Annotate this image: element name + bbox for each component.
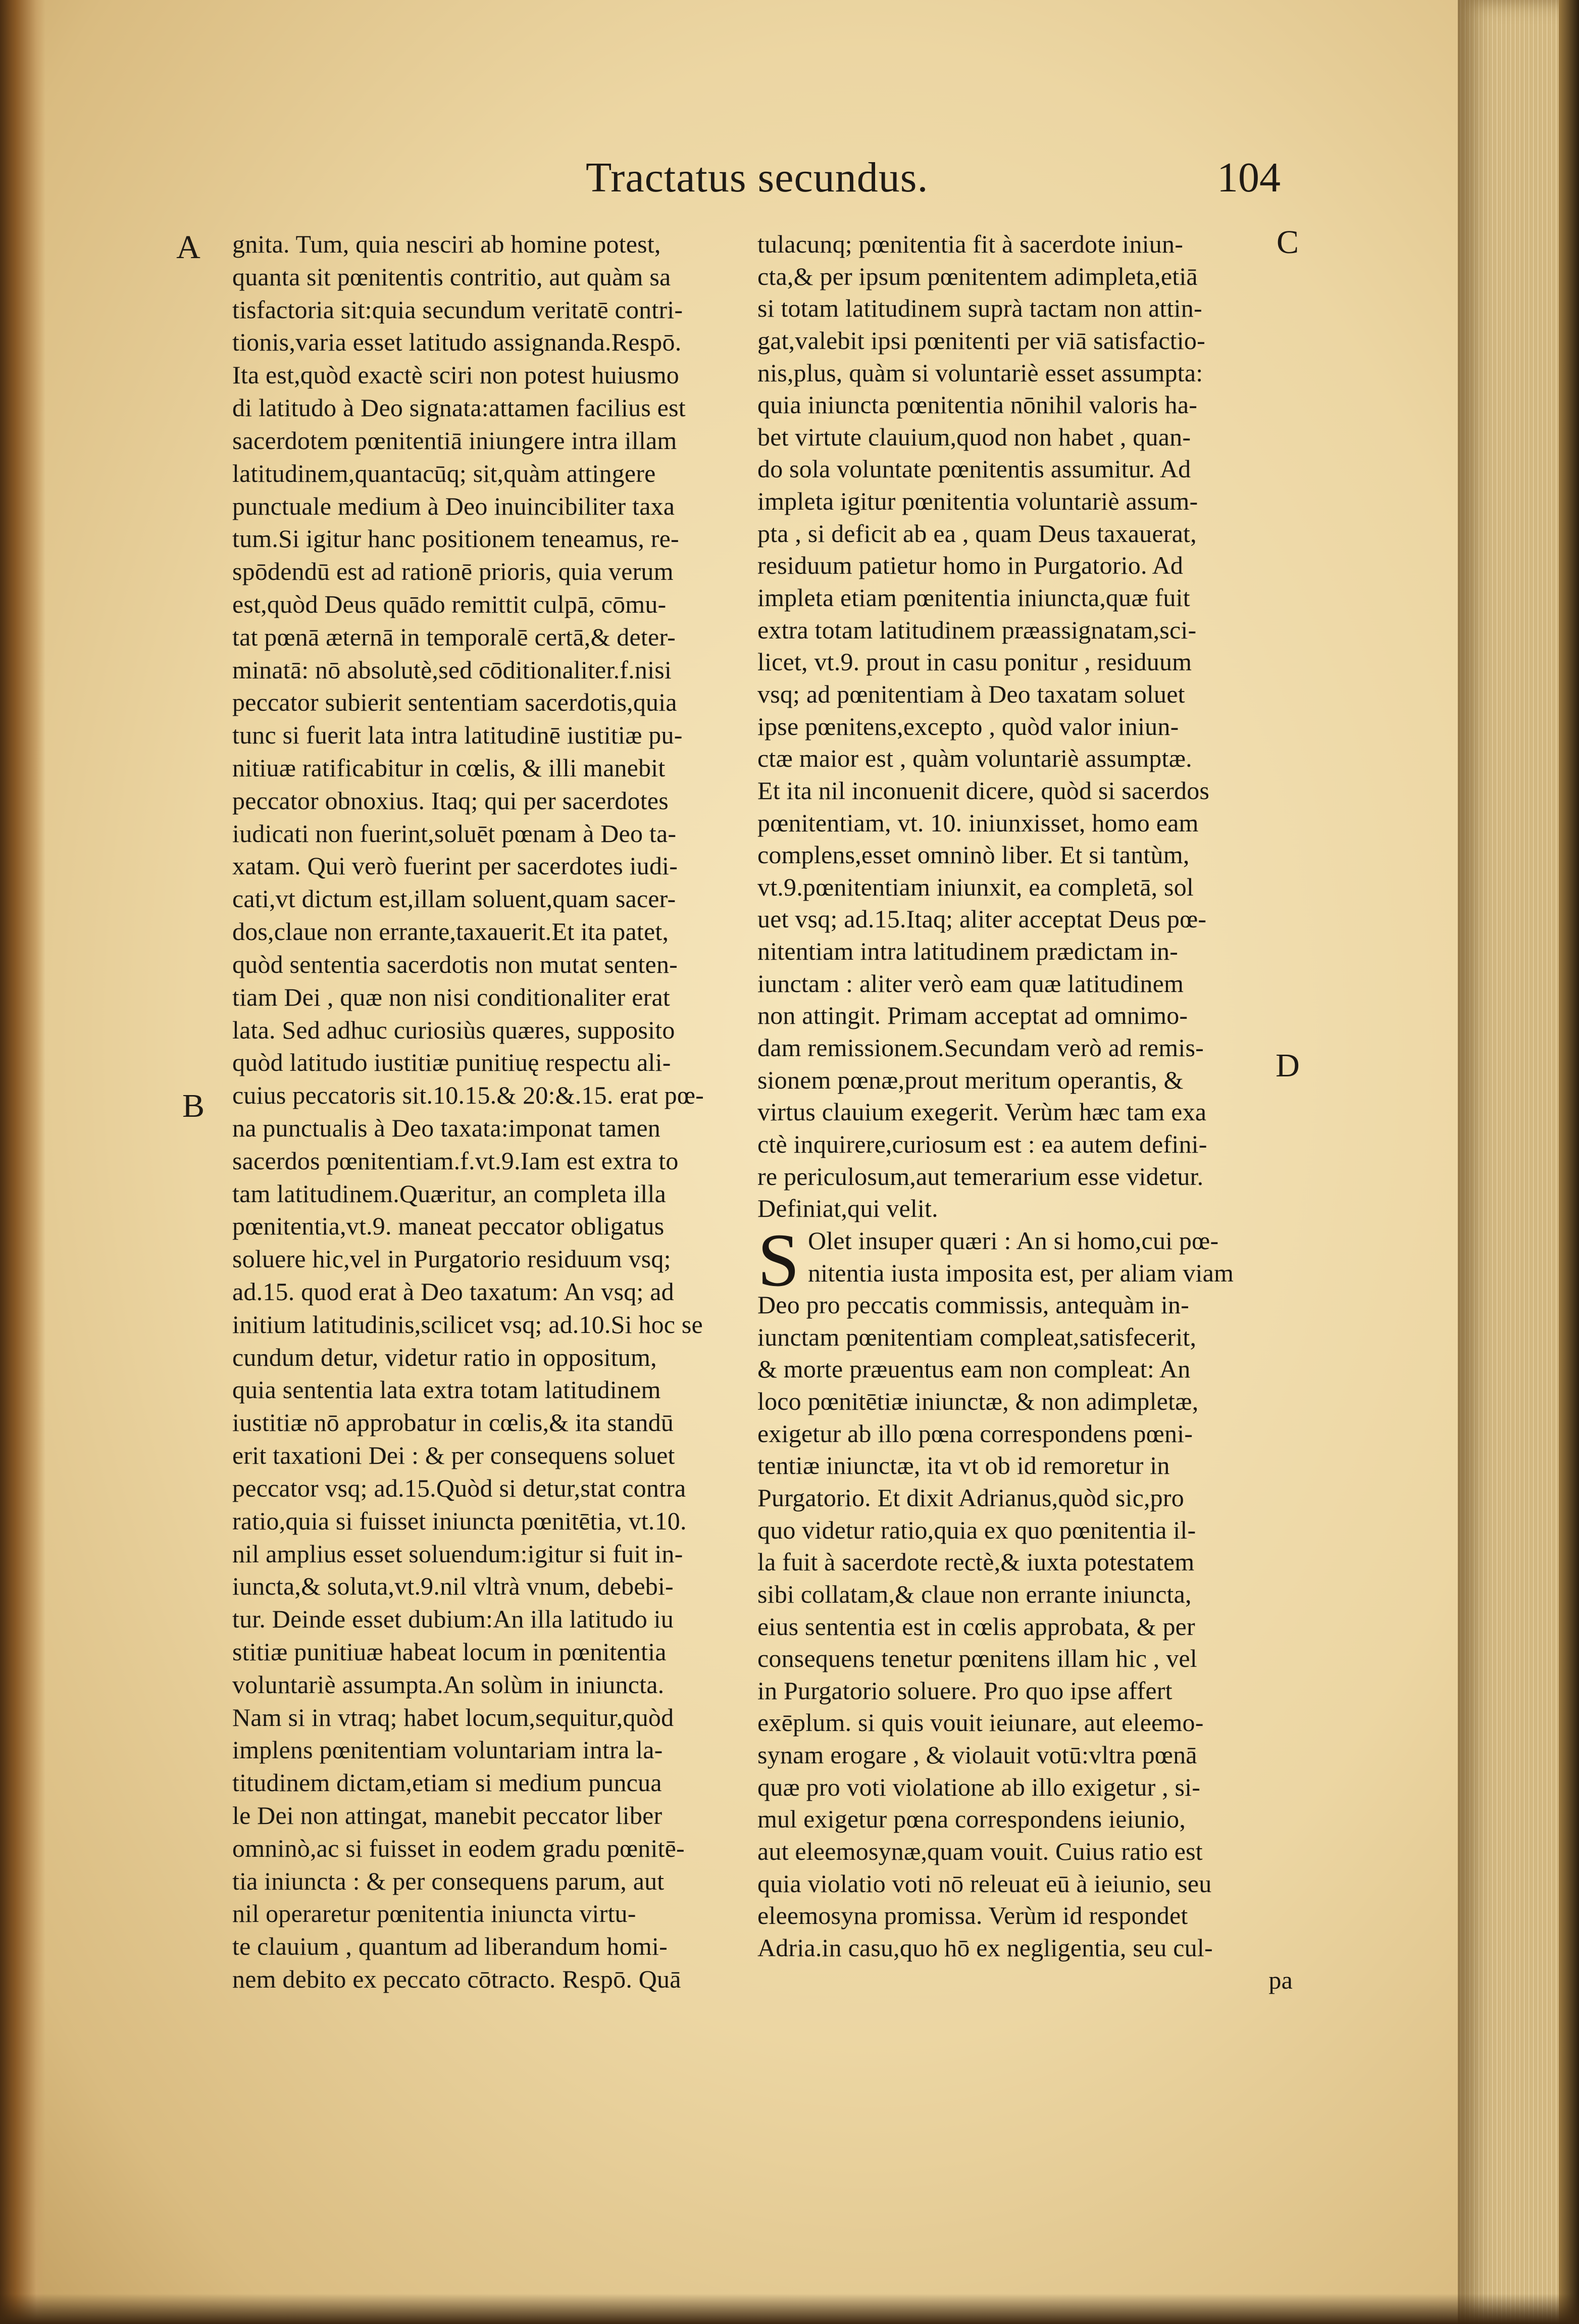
text-line: mul exigetur pœna correspondens ieiunio,	[757, 1805, 1186, 1834]
text-line: dam remissionem.Secundam verò ad remis-	[757, 1033, 1204, 1062]
text-line: implens pœnitentiam voluntariam intra la-	[232, 1736, 663, 1764]
text-line: complens,esset omninò liber. Et si tantùm,	[757, 840, 1190, 869]
text-line: sibi collatam,& claue non errante iniuncta,	[757, 1579, 1192, 1608]
text-line: nitentia iusta imposita est, per aliam viam	[808, 1258, 1234, 1287]
text-line: gnita. Tum, quia nesciri ab homine potest,	[232, 230, 661, 258]
text-line: gat,valebit ipsi pœnitenti per viā satisfactio-	[757, 326, 1205, 355]
text-line: ad.15. quod erat à Deo taxatum: An vsq; ad	[232, 1277, 674, 1306]
text-line: quo videtur ratio,quia ex quo pœnitentia il-	[757, 1515, 1196, 1544]
text-line: nem debito ex peccato cōtracto. Respō. Quā	[232, 1965, 681, 1994]
text-line: aut eleemosynæ,quam vouit. Cuius ratio est	[757, 1837, 1203, 1866]
text-line: Adria.in casu,quo hō ex negligentia, seu cul-	[757, 1933, 1213, 1962]
text-line: quia sententia lata extra totam latitudinem	[232, 1375, 661, 1404]
text-line: impleta igitur pœnitentia voluntariè assum-	[757, 487, 1198, 516]
page-header	[0, 147, 1579, 208]
text-line: peccator subierit sententiam sacerdotis,quia	[232, 688, 677, 717]
text-line: cta,& per ipsum pœnitentem adimpleta,etiā	[757, 262, 1198, 290]
text-line: Definiat,qui velit.	[757, 1194, 938, 1223]
text-line: est,quòd Deus quādo remittit culpā, cōmu-	[232, 589, 667, 618]
text-line: iunctam : aliter verò eam quæ latitudinem	[757, 969, 1184, 998]
text-line: uet vsq; ad.15.Itaq; aliter acceptat Deus pœ-	[757, 905, 1207, 933]
text-line: peccator vsq; ad.15.Quòd si detur,stat contra	[232, 1473, 686, 1502]
text-line: omninò,ac si fuisset in eodem gradu pœnitē-	[232, 1834, 685, 1862]
text-line: cati,vt dictum est,illam soluent,quam sacer-	[232, 884, 676, 913]
text-line: iuncta,& soluta,vt.9.nil vltrà vnum, debebi-	[232, 1572, 674, 1601]
text-line: ctè inquirere,curiosum est : ea autem defini-	[757, 1129, 1207, 1158]
text-line: Ita est,quòd exactè sciri non potest huiusmo	[232, 361, 679, 389]
text-line: peccator obnoxius. Itaq; qui per sacerdotes	[232, 786, 669, 815]
text-line: cuius peccatoris sit.10.15.& 20:&.15. erat pœ-	[232, 1081, 704, 1110]
text-line: tisfactoria sit:quia secundum veritatē contri-	[232, 295, 683, 324]
text-line: tiam Dei , quæ non nisi conditionaliter erat	[232, 982, 670, 1011]
left-text-column	[232, 227, 768, 1995]
text-line: ctæ maior est , quàm voluntariè assumptæ.	[757, 744, 1192, 773]
text-line: tam latitudinem.Quæritur, an completa illa	[232, 1179, 666, 1208]
marginal-letter-d: D	[1276, 1047, 1300, 1084]
text-line: in Purgatorio soluere. Pro quo ipse affert	[757, 1676, 1173, 1705]
text-line: nis,plus, quàm si voluntariè esset assumpta:	[757, 358, 1203, 387]
text-line: vt.9.pœnitentiam iniunxit, ea completā, sol	[757, 872, 1194, 901]
text-line: iudicati non fuerint,soluēt pœnam à Deo ta-	[232, 819, 677, 848]
text-line: ratio,quia si fuisset iniuncta pœnitētia, vt.10.	[232, 1506, 687, 1535]
text-line: soluere hic,vel in Purgatorio residuum vsq;	[232, 1245, 671, 1273]
text-line: na punctualis à Deo taxata:imponat tamen	[232, 1113, 660, 1142]
text-line: re periculosum,aut temerarium esse videtur.	[757, 1162, 1204, 1191]
text-line: di latitudo à Deo signata:attamen facilius est	[232, 393, 686, 422]
marginal-letter-c: C	[1276, 224, 1299, 261]
text-line: spōdendū est ad rationē prioris, quia verum	[232, 557, 674, 586]
text-line: & morte præuentus eam non compleat: An	[757, 1355, 1191, 1383]
text-line: quia iniuncta pœnitentia nōnihil valoris ha-	[757, 390, 1198, 419]
text-line: si totam latitudinem suprà tactam non attin-	[757, 294, 1202, 323]
running-title: Tractatus secundus.	[586, 154, 929, 201]
text-line: non attingit. Primam acceptat ad omnimo-	[757, 1001, 1188, 1030]
text-line: punctuale medium à Deo inuincibiliter taxa	[232, 491, 675, 520]
text-line: tat pœnā æternā in temporalē certā,& deter-	[232, 622, 676, 651]
text-line: sionem pœnæ,prout meritum operantis, &	[757, 1065, 1184, 1094]
text-line: pœnitentia,vt.9. maneat peccator obligatus	[232, 1212, 665, 1241]
marginal-letter-b: B	[182, 1087, 205, 1124]
text-line: tia iniuncta : & per consequens parum, aut	[232, 1866, 665, 1895]
text-line: minatā: nō absolutè,sed cōditionaliter.f.nisi	[232, 655, 672, 684]
text-line: la fuit à sacerdote rectè,& iuxta potestatem	[757, 1548, 1195, 1576]
text-line: eius sententia est in cœlis approbata, & per	[757, 1612, 1195, 1641]
text-line: Deo pro peccatis commissis, antequàm in-	[757, 1291, 1189, 1319]
text-line: nil operaretur pœnitentia iniuncta virtu-	[232, 1899, 636, 1928]
folio-number: 104	[1217, 154, 1281, 201]
right-text-column	[757, 227, 1293, 1995]
text-line: quæ pro voti violatione ab illo exigetur , si-	[757, 1772, 1201, 1801]
text-line: licet, vt.9. prout in casu ponitur , residuum	[757, 648, 1192, 676]
text-line: nil amplius esset soluendum:igitur si fuit in-	[232, 1539, 683, 1568]
text-line: pta , si deficit ab ea , quam Deus taxauerat,	[757, 519, 1197, 548]
book-fore-edge	[1458, 0, 1579, 2324]
text-line: latitudinem,quantacūq; sit,quàm attingere	[232, 459, 656, 487]
text-line: consequens tenetur pœnitens illam hic , vel	[757, 1644, 1197, 1673]
text-line: tur. Deinde esset dubium:An illa latitudo iu	[232, 1605, 674, 1634]
text-line: titudinem dictam,etiam si medium puncua	[232, 1768, 662, 1797]
text-line: sacerdos pœnitentiam.f.vt.9.Iam est extra to	[232, 1146, 679, 1175]
text-line: bet virtute clauium,quod non habet , quan-	[757, 422, 1191, 451]
text-line: cundum detur, videtur ratio in oppositum,	[232, 1343, 657, 1371]
text-line: iunctam pœnitentiam compleat,satisfecerit,	[757, 1322, 1197, 1351]
page-bottom-edge	[0, 2294, 1579, 2324]
text-line: quòd sententia sacerdotis non mutat senten-	[232, 950, 678, 978]
text-line: Et ita nil inconuenit dicere, quòd si sacerdos	[757, 776, 1210, 805]
text-line: quòd latitudo iustitiæ punitiuę respectu ali-	[232, 1048, 671, 1077]
drop-cap-initial: S	[757, 1218, 800, 1302]
text-line: residuum patietur homo in Purgatorio. Ad	[757, 551, 1184, 580]
text-line: tum.Si igitur hanc positionem teneamus, re-	[232, 524, 679, 553]
text-line: tionis,varia esset latitudo assignanda.Respō.	[232, 328, 682, 357]
text-line: nitentiam intra latitudinem prædictam in-	[757, 937, 1179, 966]
text-line: Nam si in vtraq; habet locum,sequitur,quòd	[232, 1703, 674, 1732]
text-line: le Dei non attingat, manebit peccator liber	[232, 1801, 663, 1829]
marginal-letter-a: A	[176, 229, 200, 266]
text-line: xatam. Qui verò fuerint per sacerdotes iudi-	[232, 852, 678, 880]
text-line: tunc si fuerit lata intra latitudinē iustitiæ pu-	[232, 721, 683, 750]
text-line: erit taxationi Dei : & per consequens soluet	[232, 1441, 675, 1470]
text-line: pœnitentiam, vt. 10. iniunxisset, homo eam	[757, 808, 1199, 837]
text-line: dos,claue non errante,taxauerit.Et ita patet,	[232, 917, 669, 946]
text-line: nitiuæ ratificabitur in cœlis, & illi manebit	[232, 754, 666, 782]
text-line: vsq; ad pœnitentiam à Deo taxatam soluet	[757, 679, 1185, 708]
catchword: pa	[1268, 1965, 1293, 1994]
text-line: quia violatio voti nō releuat eū à ieiunio, seu	[757, 1869, 1212, 1898]
text-line: Purgatorio. Et dixit Adrianus,quòd sic,pro	[757, 1483, 1184, 1512]
text-line: Olet insuper quæri : An si homo,cui pœ-	[808, 1226, 1219, 1255]
text-line: initium latitudinis,scilicet vsq; ad.10.Si hoc se	[232, 1310, 703, 1339]
text-line: tulacunq; pœnitentia fit à sacerdote iniun-	[757, 230, 1184, 258]
text-line: do sola voluntate pœnitentis assumitur. Ad	[757, 455, 1191, 483]
text-line: ipse pœnitens,excepto , quòd valor iniun-	[757, 712, 1179, 740]
text-line: stitiæ punitiuæ habeat locum in pœnitentia	[232, 1637, 667, 1666]
text-line: sacerdotem pœnitentiā iniungere intra illam	[232, 426, 677, 455]
text-line: voluntariè assumpta.An solùm in iniuncta.	[232, 1670, 665, 1699]
text-line: exigetur ab illo pœna correspondens pœni-	[757, 1419, 1193, 1448]
text-line: virtus clauium exegerit. Verùm hæc tam exa	[757, 1098, 1207, 1126]
text-line: iustitiæ nō approbatur in cœlis,& ita standū	[232, 1408, 674, 1437]
text-line: impleta etiam pœnitentia iniuncta,quæ fuit	[757, 583, 1190, 612]
text-line: synam erogare , & violauit votū:vltra pœnā	[757, 1741, 1197, 1769]
text-line: loco pœnitētiæ iniunctæ, & non adimpletæ,	[757, 1387, 1199, 1416]
text-line: exēplum. si quis vouit ieiunare, aut eleemo-	[757, 1708, 1204, 1737]
text-line: quanta sit pœnitentis contritio, aut quàm sa	[232, 262, 671, 291]
page-left-edge	[0, 0, 45, 2324]
text-line: tentiæ iniunctæ, ita vt ob id remoretur in	[757, 1451, 1170, 1480]
text-line: te clauium , quantum ad liberandum homi-	[232, 1932, 668, 1961]
text-line: extra totam latitudinem præassignatam,sci-	[757, 615, 1197, 644]
text-line: lata. Sed adhuc curiosiùs quæres, supposito	[232, 1015, 675, 1044]
text-line: eleemosyna promissa. Verùm id respondet	[757, 1901, 1188, 1930]
